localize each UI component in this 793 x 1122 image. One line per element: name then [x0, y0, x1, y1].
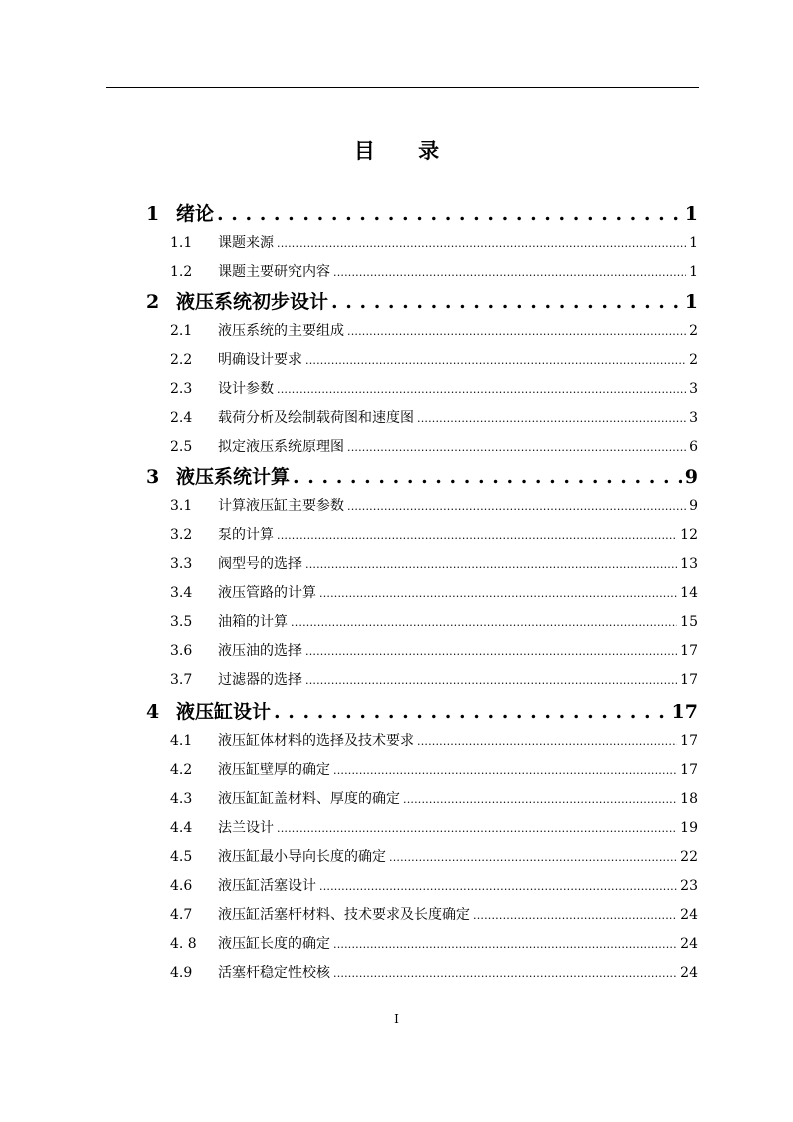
toc-entry-number: 4.5: [170, 849, 193, 865]
toc-dot-leader: [319, 585, 677, 601]
toc-entry-title: 法兰设计: [218, 820, 274, 836]
toc-section-entry[interactable]: [170, 730, 698, 750]
toc-dot-leader: [293, 466, 682, 488]
toc-dot-leader: [389, 849, 677, 865]
toc-dot-leader: [417, 410, 686, 426]
toc-section-entry[interactable]: [170, 582, 698, 602]
toc-entry-number: 1.2: [170, 264, 193, 280]
toc-section-entry[interactable]: [170, 933, 698, 953]
toc-entry-number: 3.7: [170, 672, 193, 688]
page-title: 目 录: [353, 138, 458, 163]
toc-entry-page: 12: [680, 527, 698, 543]
toc-entry-number: 2.5: [170, 439, 193, 455]
toc-entry-title: 液压缸长度的确定: [218, 936, 330, 952]
toc-entry-page: 6: [689, 439, 698, 455]
toc-entry-title: 过滤器的选择: [218, 672, 302, 688]
toc-section-entry[interactable]: [170, 378, 698, 398]
toc-entry-page: 13: [680, 556, 698, 572]
toc-entry-number: 3.2: [170, 527, 193, 543]
toc-entry-page: 17: [680, 733, 698, 749]
toc-section-entry[interactable]: [170, 232, 698, 252]
toc-entry-number: 4. 8: [170, 936, 197, 952]
toc-entry-title: 设计参数: [218, 381, 274, 397]
toc-entry-page: 22: [680, 849, 698, 865]
toc-entry-page: 14: [680, 585, 698, 601]
toc-entry-title: 课题主要研究内容: [218, 264, 330, 280]
toc-dot-leader: [319, 878, 677, 894]
toc-entry-page: 24: [680, 965, 698, 981]
toc-entry-page: 2: [689, 352, 698, 368]
toc-entry-page: 1: [689, 264, 698, 280]
toc-entry-title: 油箱的计算: [218, 614, 288, 630]
toc-dot-leader: [277, 381, 686, 397]
toc-entry-page: 17: [671, 701, 698, 723]
toc-entry-number: 2: [146, 291, 160, 313]
toc-entry-title: 明确设计要求: [218, 352, 302, 368]
toc-dot-leader: [347, 439, 686, 455]
toc-entry-page: 17: [680, 762, 698, 778]
toc-entry-number: 2.1: [170, 323, 193, 339]
toc-section-entry[interactable]: [170, 759, 698, 779]
toc-entry-number: 4.9: [170, 965, 193, 981]
toc-dot-leader: [473, 907, 677, 923]
toc-dot-leader: [417, 733, 677, 749]
toc-entry-page: 1: [689, 235, 698, 251]
toc-section-entry[interactable]: [170, 846, 698, 866]
toc-dot-leader: [217, 203, 682, 225]
toc-section-entry[interactable]: [170, 320, 698, 340]
toc-entry-page: 3: [689, 410, 698, 426]
toc-entry-number: 4.1: [170, 733, 193, 749]
toc-dot-leader: [347, 498, 686, 514]
toc-entry-number: 3.6: [170, 643, 193, 659]
toc-entry-title: 液压缸缸盖材料、厚度的确定: [218, 791, 400, 807]
toc-entry-page: 1: [684, 203, 698, 225]
toc-entry-number: 3.4: [170, 585, 193, 601]
toc-entry-title: 液压缸最小导向长度的确定: [218, 849, 386, 865]
toc-entry-number: 3.5: [170, 614, 193, 630]
toc-dot-leader: [305, 643, 677, 659]
toc-dot-leader: [331, 291, 682, 313]
toc-entry-number: 1.1: [170, 235, 193, 251]
toc-dot-leader: [305, 556, 677, 572]
toc-section-entry[interactable]: [170, 962, 698, 982]
toc-section-entry[interactable]: [170, 407, 698, 427]
toc-entry-title: 阀型号的选择: [218, 556, 302, 572]
toc-entry-page: 17: [680, 672, 698, 688]
toc-entry-title: 泵的计算: [218, 527, 274, 543]
toc-section-entry[interactable]: [170, 436, 698, 456]
toc-entry-page: 19: [680, 820, 698, 836]
toc-entry-number: 2.3: [170, 381, 193, 397]
toc-entry-title: 液压系统初步设计: [176, 291, 329, 313]
toc-entry-page: 2: [689, 323, 698, 339]
toc-entry-page: 1: [684, 291, 698, 313]
toc-section-entry[interactable]: [170, 495, 698, 515]
toc-entry-number: 3.3: [170, 556, 193, 572]
toc-entry-title: 液压缸设计: [176, 701, 272, 723]
toc-section-entry[interactable]: [170, 349, 698, 369]
toc-entry-page: 9: [689, 498, 698, 514]
toc-entry-number: 4.4: [170, 820, 193, 836]
toc-section-entry[interactable]: [170, 817, 698, 837]
toc-entry-title: 拟定液压系统原理图: [218, 439, 344, 455]
toc-entry-number: 2.2: [170, 352, 193, 368]
toc-dot-leader: [291, 614, 677, 630]
toc-entry-number: 4.6: [170, 878, 193, 894]
toc-chapter-entry[interactable]: [146, 199, 698, 223]
toc-chapter-entry[interactable]: [146, 462, 698, 486]
toc-dot-leader: [305, 352, 686, 368]
toc-entry-title: 计算液压缸主要参数: [218, 498, 344, 514]
toc-entry-page: 18: [680, 791, 698, 807]
toc-dot-leader: [277, 820, 677, 836]
toc-entry-page: 15: [680, 614, 698, 630]
toc-entry-number: 1: [146, 203, 160, 225]
toc-entry-title: 液压缸活塞设计: [218, 878, 316, 894]
toc-dot-leader: [277, 235, 686, 251]
toc-dot-leader: [403, 791, 677, 807]
toc-chapter-entry[interactable]: [146, 697, 698, 721]
toc-entry-number: 4.7: [170, 907, 193, 923]
toc-entry-number: 2.4: [170, 410, 193, 426]
toc-entry-title: 液压管路的计算: [218, 585, 316, 601]
toc-entry-number: 4.2: [170, 762, 193, 778]
toc-entry-title: 绪论: [176, 203, 215, 225]
toc-section-entry[interactable]: [170, 640, 698, 660]
header-rule: [106, 87, 699, 88]
toc-dot-leader: [305, 672, 677, 688]
toc-entry-page: 17: [680, 643, 698, 659]
page-number: I: [394, 1012, 399, 1026]
toc-entry-number: 3: [146, 466, 160, 488]
toc-entry-title: 液压缸壁厚的确定: [218, 762, 330, 778]
toc-entry-page: 24: [680, 936, 698, 952]
toc-entry-title: 液压缸活塞杆材料、技术要求及长度确定: [218, 907, 470, 923]
toc-entry-page: 9: [684, 466, 698, 488]
toc-dot-leader: [277, 527, 677, 543]
toc-section-entry[interactable]: [170, 904, 698, 924]
toc-section-entry[interactable]: [170, 788, 698, 808]
toc-entry-number: 4: [146, 701, 160, 723]
toc-chapter-entry[interactable]: [146, 287, 698, 311]
toc-dot-leader: [333, 762, 677, 778]
toc-dot-leader: [274, 701, 669, 723]
toc-dot-leader: [333, 264, 686, 280]
toc-entry-page: 23: [680, 878, 698, 894]
toc-entry-title: 活塞杆稳定性校核: [218, 965, 330, 981]
toc-entry-page: 24: [680, 907, 698, 923]
toc-dot-leader: [333, 965, 677, 981]
toc-entry-number: 4.3: [170, 791, 193, 807]
toc-section-entry[interactable]: [170, 875, 698, 895]
toc-entry-title: 载荷分析及绘制载荷图和速度图: [218, 410, 414, 426]
toc-section-entry[interactable]: [170, 553, 698, 573]
toc-entry-number: 3.1: [170, 498, 193, 514]
toc-dot-leader: [333, 936, 677, 952]
toc-entry-title: 液压系统的主要组成: [218, 323, 344, 339]
toc-section-entry[interactable]: [170, 261, 698, 281]
toc-entry-page: 3: [689, 381, 698, 397]
toc-section-entry[interactable]: [170, 611, 698, 631]
toc-dot-leader: [347, 323, 686, 339]
toc-entry-title: 液压缸体材料的选择及技术要求: [218, 733, 414, 749]
toc-section-entry[interactable]: [170, 669, 698, 689]
toc-section-entry[interactable]: [170, 524, 698, 544]
toc-entry-title: 液压油的选择: [218, 643, 302, 659]
toc-entry-title: 课题来源: [218, 235, 274, 251]
toc-entry-title: 液压系统计算: [176, 466, 291, 488]
